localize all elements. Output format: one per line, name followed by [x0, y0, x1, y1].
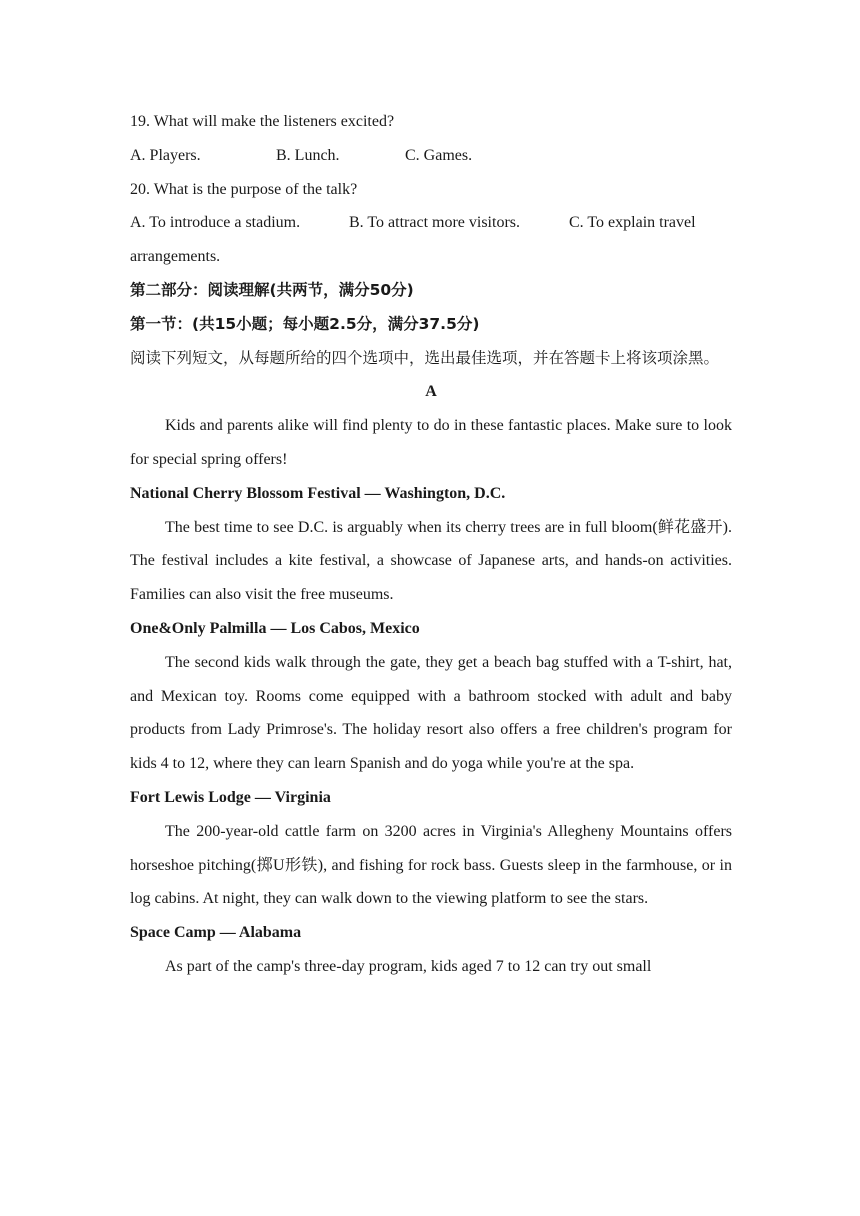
reading-instructions: 阅读下列短文，从每题所给的四个选项中，选出最佳选项，并在答题卡上将该项涂黑。 [130, 348, 720, 367]
option-a: A. To introduce a stadium. [130, 214, 301, 232]
section-one-title: 第一节：(共15小题；每小题2.5分，满分37.5分) [130, 314, 480, 333]
option-a: A. Players. [130, 146, 201, 164]
passage-intro: Kids and parents alike will find plenty to do in these fantastic places. Make sure to look for special spring offers! [130, 417, 732, 468]
passage-label: A [425, 383, 437, 401]
place-heading-cherry-blossom: National Cherry Blossom Festival — Washington, D.C. [130, 484, 506, 502]
place-body-space-camp: As part of the camp's three-day program, kids aged 7 to 12 can try out small [165, 957, 652, 975]
question-19-options [130, 139, 732, 173]
place-body-cherry-blossom: The best time to see D.C. is arguably when its cherry trees are in full bloom(鲜花盛开). The festival includes a kite festival, a showcase of Japanese arts, and hands-on activities. Families can also visit the free museums. [130, 518, 732, 604]
option-b: B. Lunch. [276, 146, 340, 164]
place-body-palmilla: The second kids walk through the gate, they get a beach bag stuffed with a T-shirt, hat, and Mexican toy. Rooms come equipped with a bathroom stocked with adult and baby products from Lady Primrose's. The holiday resort also offers a free children's program for kids 4 to 12, where they can learn Spanish and do yoga while you're at the spa. [130, 653, 732, 773]
question-19: 19. What will make the listeners excited? [130, 113, 395, 130]
page-content [130, 105, 732, 984]
question-20-option-c-continued: arrangements. [130, 248, 221, 266]
place-body-fort-lewis: The 200-year-old cattle farm on 3200 acres in Virginia's Allegheny Mountains offers horseshoe pitching(掷U形铁), and fishing for rock bass. Guests sleep in the farmhouse, or in log cabins. At night, they can walk down to the viewing platform to see the stars. [130, 822, 732, 908]
option-c: C. Games. [405, 146, 473, 164]
question-20: 20. What is the purpose of the talk? [130, 180, 358, 198]
question-20-options [130, 206, 732, 240]
option-c: C. To explain travel [569, 214, 696, 232]
option-b: B. To attract more visitors. [349, 214, 520, 232]
place-heading-fort-lewis: Fort Lewis Lodge — Virginia [130, 788, 331, 806]
part-two-title: 第二部分：阅读理解(共两节，满分50分) [130, 280, 414, 299]
place-heading-palmilla: One&Only Palmilla — Los Cabos, Mexico [130, 619, 420, 637]
place-heading-space-camp: Space Camp — Alabama [130, 924, 302, 942]
